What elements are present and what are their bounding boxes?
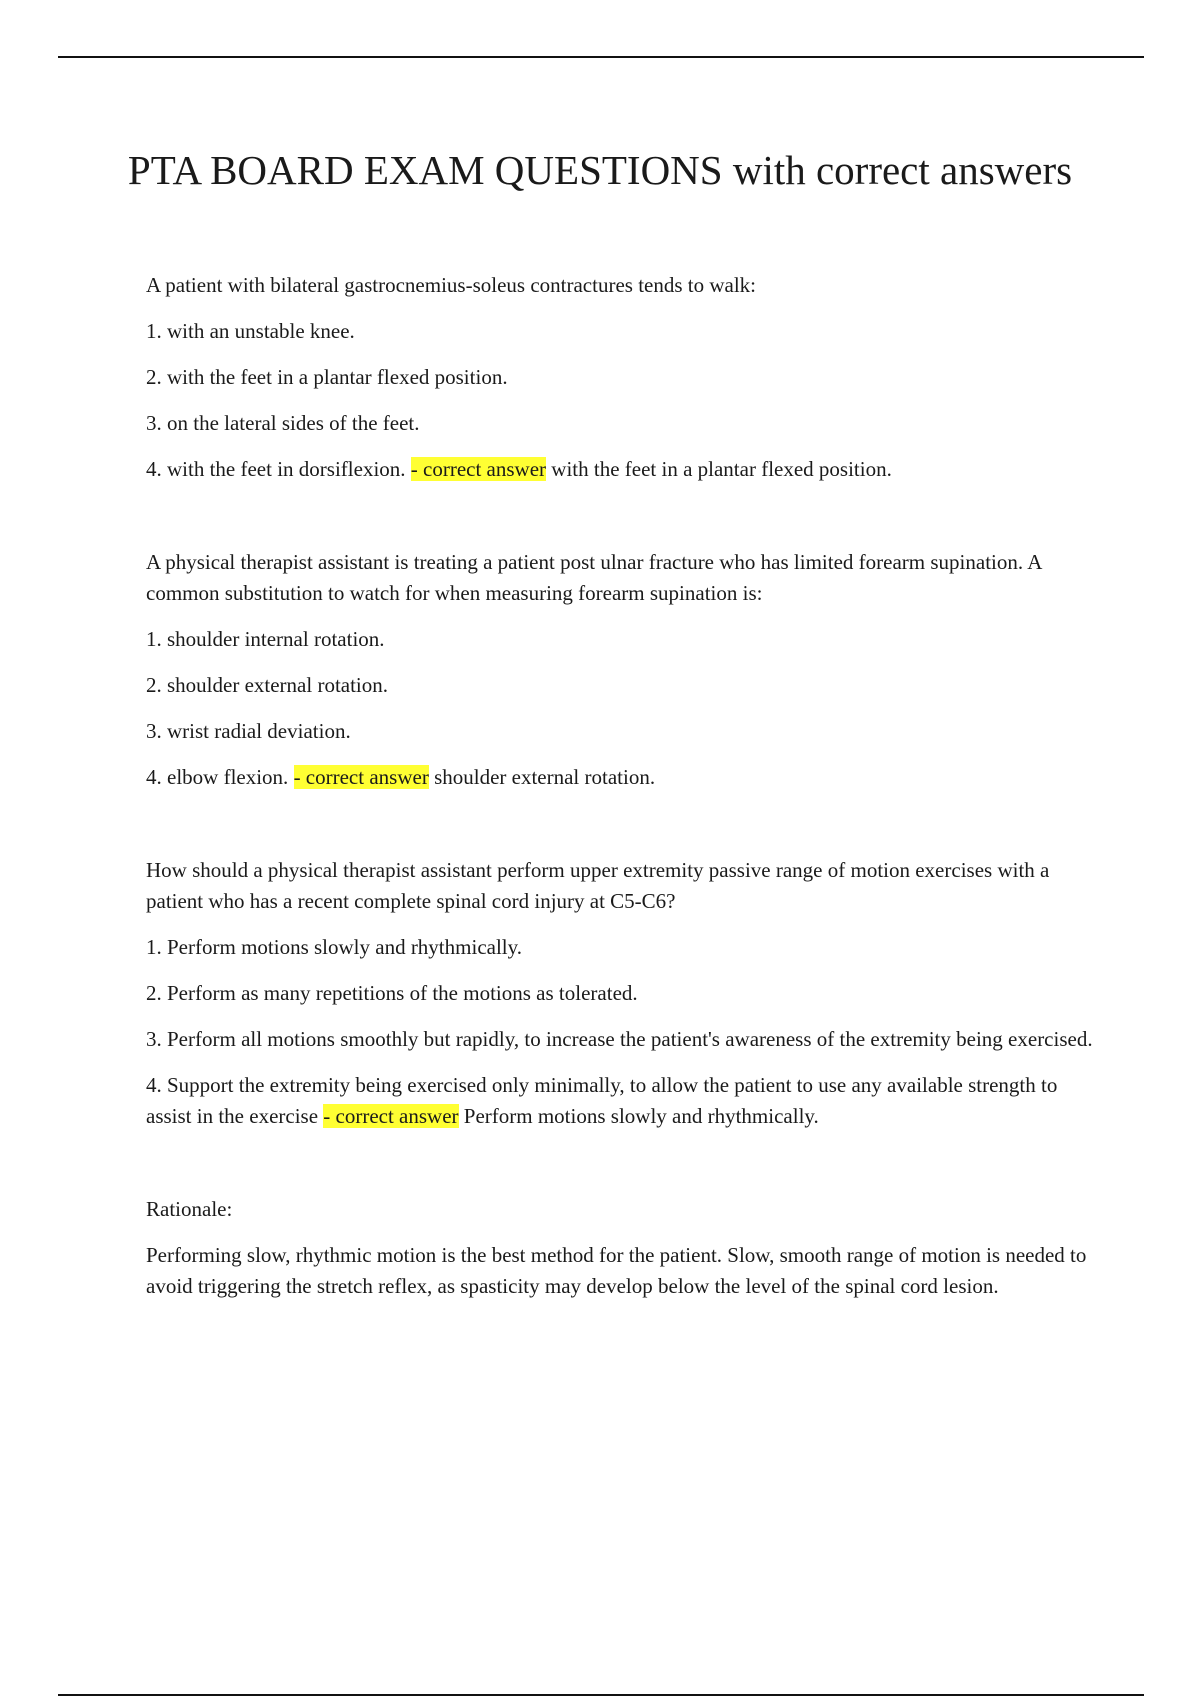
option: 1. shoulder internal rotation.: [146, 627, 385, 651]
option: 3. Perform all motions smoothly but rapidly, to increase the patient's awareness of the extremity being exercised.: [146, 1027, 1093, 1051]
top-rule: [58, 56, 1144, 58]
option-with-answer: [146, 762, 1096, 793]
question-1: [146, 270, 1096, 485]
question-2: [146, 547, 1096, 793]
question-stem: How should a physical therapist assistant perform upper extremity passive range of motion exercises with a patient who has a recent complete spinal cord injury at C5-C6?: [146, 858, 1050, 913]
option-with-answer: [146, 1070, 1096, 1132]
answer-text: Perform motions slowly and rhythmically.: [463, 1104, 819, 1128]
answer-text: with the feet in a plantar flexed position.: [551, 457, 892, 481]
correct-answer-highlight: - correct answer: [293, 765, 429, 789]
correct-answer-highlight: - correct answer: [410, 457, 547, 481]
rationale-text: Performing slow, rhythmic motion is the best method for the patient. Slow, smooth range of motion is needed to avoid triggering the stretch reflex, as spasticity may develop below the level of the spinal cord lesion.: [146, 1243, 1087, 1298]
option: 2. Perform as many repetitions of the motions as tolerated.: [146, 981, 638, 1005]
option: 1. Perform motions slowly and rhythmically.: [146, 935, 523, 959]
correct-answer-highlight: - correct answer: [323, 1104, 459, 1128]
option: 4. Support the extremity being exercised only minimally, to allow the patient to use any available strength to assist in the exercise: [146, 1073, 1058, 1128]
rationale-label: Rationale:: [146, 1197, 233, 1221]
page-title: PTA BOARD EXAM QUESTIONS with correct answers: [127, 147, 1073, 193]
option-with-answer: [146, 454, 1096, 485]
option: 3. on the lateral sides of the feet.: [146, 411, 420, 435]
document-body: [146, 270, 1096, 1317]
option: 4. with the feet in dorsiflexion.: [146, 457, 406, 481]
option: 1. with an unstable knee.: [146, 319, 355, 343]
option: 2. with the feet in a plantar flexed position.: [146, 365, 508, 389]
bottom-rule: [58, 1694, 1144, 1696]
question-3: [146, 855, 1096, 1132]
question-stem: A patient with bilateral gastrocnemius-soleus contractures tends to walk:: [146, 273, 757, 297]
rationale-section: [146, 1194, 1096, 1302]
option: 3. wrist radial deviation.: [146, 719, 351, 743]
answer-text: shoulder external rotation.: [434, 765, 656, 789]
question-stem: A physical therapist assistant is treating a patient post ulnar fracture who has limited forearm supination. A common substitution to watch for when measuring forearm supination is:: [146, 550, 1042, 605]
option: 2. shoulder external rotation.: [146, 673, 389, 697]
option: 4. elbow flexion.: [146, 765, 289, 789]
